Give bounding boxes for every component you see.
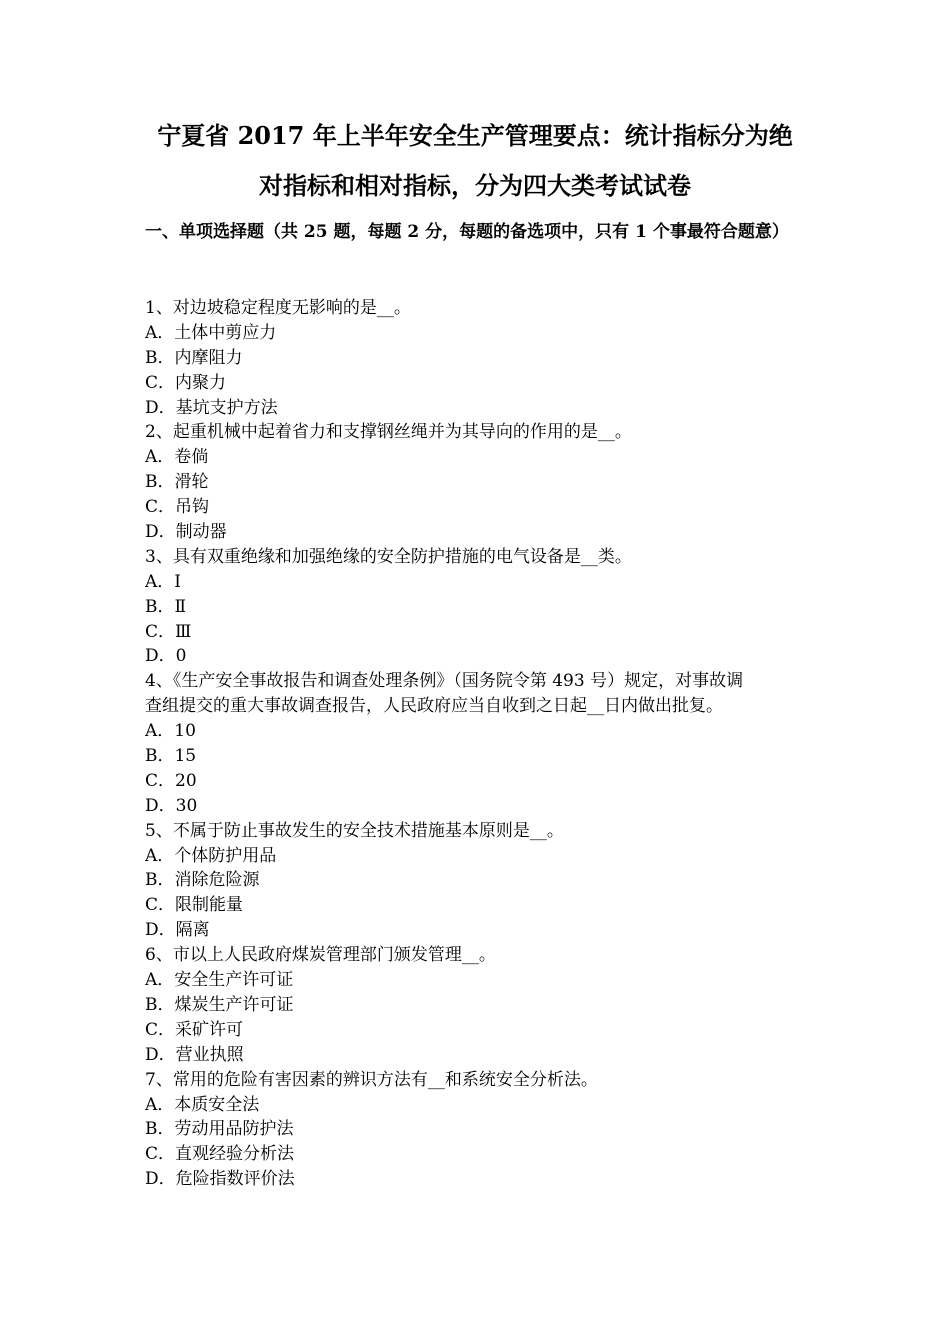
question-6-option-c: C．采矿许可: [145, 1019, 244, 1040]
question-2-option-d: D．制动器: [145, 522, 227, 543]
question-3-option-d: D．0: [145, 646, 187, 667]
question-3-option-c: C．Ⅲ: [145, 621, 192, 642]
question-1-text: 1、对边坡稳定程度无影响的是__。: [145, 298, 411, 318]
question-7-option-b: B．劳动用品防护法: [145, 1119, 294, 1140]
question-6-text: 6、市以上人民政府煤炭管理部门颁发管理__。: [145, 945, 496, 966]
question-3-option-b: B．Ⅱ: [145, 596, 187, 617]
question-7-option-c: C．直观经验分析法: [145, 1144, 295, 1165]
question-7-option-a: A．本质安全法: [145, 1094, 260, 1115]
question-4-text-line-2: 查组提交的重大事故调查报告，人民政府应当自收到之日起__日内做出批复。: [145, 696, 723, 717]
question-1-option-c: C．内聚力: [145, 372, 227, 393]
question-2-option-c: C．吊钩: [145, 497, 210, 518]
question-4-option-c: C．20: [145, 770, 197, 791]
question-5-option-d: D．隔离: [145, 920, 210, 941]
document-title-line-1: 宁夏省 2017 年上半年安全生产管理要点：统计指标分为绝: [157, 121, 793, 150]
question-5-option-c: C．限制能量: [145, 895, 244, 916]
question-2-option-b: B．滑轮: [145, 472, 209, 493]
question-5-option-a: A．个体防护用品: [145, 845, 277, 866]
question-5-text: 5、不属于防止事故发生的安全技术措施基本原则是__。: [145, 820, 564, 841]
question-1-option-d: D．基坑支护方法: [145, 397, 278, 418]
question-7-option-d: D．危险指数评价法: [145, 1169, 295, 1190]
section-heading: 一、单项选择题（共 25 题，每题 2 分，每题的备选项中，只有 1 个事最符合题意）: [145, 222, 789, 242]
question-4-option-d: D．30: [145, 795, 198, 816]
question-4-option-b: B．15: [145, 746, 197, 767]
question-1-option-b: B．内摩阻力: [145, 347, 243, 368]
question-6-option-a: A．安全生产许可证: [145, 970, 294, 991]
question-7-text: 7、常用的危险有害因素的辨识方法有__和系统安全分析法。: [145, 1069, 598, 1090]
question-6-option-d: D．营业执照: [145, 1044, 244, 1065]
question-2-text: 2、起重机械中起着省力和支撑钢丝绳并为其导向的作用的是__。: [145, 422, 632, 443]
question-3-text: 3、具有双重绝缘和加强绝缘的安全防护措施的电气设备是__类。: [145, 546, 632, 567]
question-1-option-a: A．土体中剪应力: [145, 322, 277, 343]
question-6-option-b: B．煤炭生产许可证: [145, 994, 294, 1015]
document-title-line-2: 对指标和相对指标，分为四大类考试试卷: [259, 171, 691, 200]
question-4-option-a: A．10: [145, 721, 196, 742]
question-3-option-a: A．Ⅰ: [145, 571, 181, 592]
question-5-option-b: B．消除危险源: [145, 870, 260, 891]
question-2-option-a: A．卷倘: [145, 447, 209, 468]
question-4-text-line-1: 4、《生产安全事故报告和调查处理条例》（国务院令第 493 号）规定，对事故调: [145, 671, 744, 692]
question-list: [145, 296, 810, 1192]
